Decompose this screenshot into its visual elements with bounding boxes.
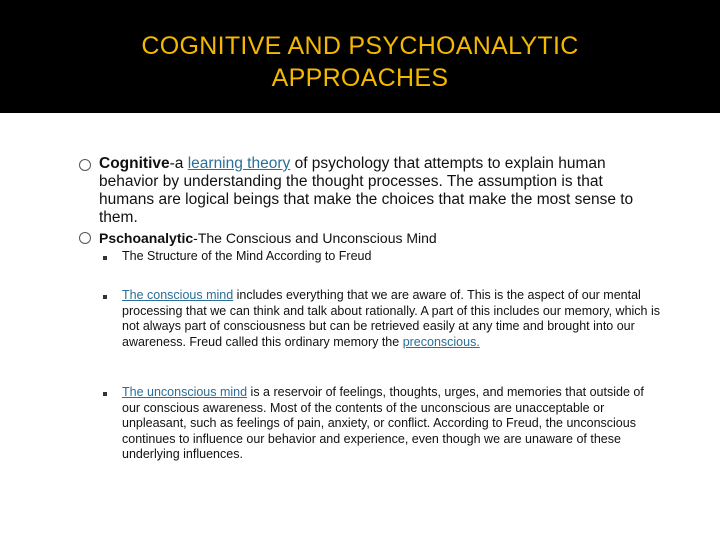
square-bullet-icon	[103, 392, 107, 396]
unconscious-mind-link[interactable]: The unconscious mind	[122, 385, 248, 399]
square-bullet-icon	[103, 295, 107, 299]
slide-title	[0, 30, 720, 94]
psychoanalytic-term: Pschoanalytic	[99, 230, 194, 246]
cognitive-text: of psychology that attempts to explain human behavior by understanding the thought processes. The assumption is that humans are logical beings that make the choices that make the most sense to them.	[99, 155, 634, 226]
title-line-2: APPROACHES	[271, 64, 449, 92]
conscious-mind-link[interactable]: The conscious mind	[122, 288, 234, 302]
unconscious-text: is a reservoir of feelings, thoughts, urges, and memories that outside of our conscious awareness. Most of the contents of the unconscious are unacceptable or unpleasant, such as feelings of pain, anxiety, or conflict. According to Freud, the unconscious continues to influence our behavior and experience, even though we are unaware of these underlying influences.	[122, 385, 644, 461]
unconscious-paragraph	[122, 385, 662, 463]
circle-bullet-icon	[79, 232, 91, 244]
square-bullet-icon	[103, 256, 107, 260]
cognitive-paragraph	[99, 155, 639, 227]
cognitive-term: Cognitive	[99, 155, 170, 172]
title-line-1: COGNITIVE AND PSYCHOANALYTIC	[141, 32, 579, 60]
cognitive-dash: -a	[169, 155, 188, 172]
conscious-paragraph	[122, 288, 662, 350]
psychoanalytic-paragraph	[99, 229, 639, 247]
structure-heading: The Structure of the Mind According to Freud	[122, 249, 372, 263]
conscious-text: includes everything that we are aware of. This is the aspect of our mental processing that we can think and talk about rationally. A part of this includes our memory, which is not always part of consciousness but can be retrieved easily at any time and brought into our awareness. Freud called this ordinary memory the	[122, 288, 661, 349]
learning-theory-link[interactable]: learning theory	[187, 155, 291, 172]
circle-bullet-icon	[79, 159, 91, 171]
preconscious-link[interactable]: preconscious.	[402, 334, 480, 349]
psychoanalytic-text: -The Conscious and Unconscious Mind	[193, 230, 437, 246]
